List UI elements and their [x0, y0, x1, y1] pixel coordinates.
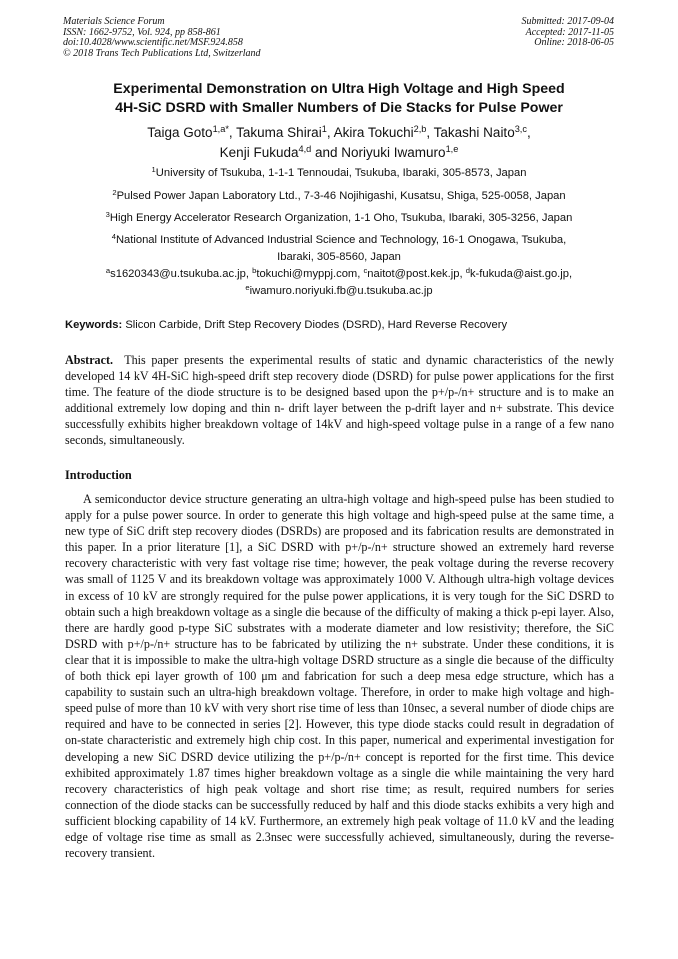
affiliation-4 [60, 232, 618, 266]
email-mark: c [363, 266, 368, 276]
email-mark: a [105, 266, 111, 276]
author-affiliation-mark: 1,e [445, 144, 459, 155]
keywords-text: Slicon Carbide, Drift Step Recovery Diodes (DSRD), Hard Reverse Recovery [125, 319, 508, 331]
author-line-2 [40, 143, 638, 163]
date-submitted: Submitted: 2017-09-04 [521, 16, 614, 27]
affiliation-text: University of Tsukuba, 1-1-1 Tennoudai, Tsukuba, Ibaraki, 305-8573, Japan [155, 167, 527, 179]
email-address[interactable]: iwamuro.noriyuki.fb@u.tsukuba.ac.jp [249, 285, 433, 297]
email-address[interactable]: k-fukuda@aist.go.jp [469, 268, 569, 280]
affiliation-mark: 4 [111, 232, 116, 242]
affiliation-3 [60, 210, 618, 227]
date-accepted: Accepted: 2017-11-05 [525, 26, 614, 38]
journal-copyright: © 2018 Trans Tech Publications Ltd, Switzerland [63, 47, 261, 59]
dates-header [522, 17, 615, 49]
email-mark: b [252, 266, 257, 276]
abstract-label: Abstract. [65, 353, 114, 367]
abstract [65, 352, 614, 449]
abstract-text: This paper presents the experimental results of static and dynamic characteristics of the newly developed 14 kV 4H-SiC high-speed drift step recovery diode (DSRD) for pulse power applications for the first time. The feature of the diode structure is to be designed based upon the p+/p-/n+ structure and is to make an additional extremely low doping and thin n- drift layer between the p-drift layer and n+ substrate. This device successfully exhibits higher breakdown voltage of 14kV and high-speed voltage pulse in a range of a few nano seconds, simultaneously. [65, 353, 614, 448]
email-line-2 [60, 283, 618, 300]
journal-issn: ISSN: 1662-9752, Vol. 924, pp 858-861 [63, 26, 221, 38]
keywords-label: Keywords: [65, 319, 123, 331]
affiliation-text: High Energy Accelerator Research Organization, 1-1 Oho, Tsukuba, Ibaraki, 305-3256, Japan [109, 212, 573, 224]
author-name: Akira Tokuchi [333, 125, 414, 140]
email-address[interactable]: naitot@post.kek.jp [367, 268, 460, 280]
author-affiliation-mark: 1 [321, 124, 327, 135]
author-separator: , [526, 125, 531, 140]
author-affiliation-mark: 1,a* [212, 124, 229, 135]
paper-title-line-2: 4H-SiC DSRD with Smaller Numbers of Die Stacks for Pulse Power [115, 100, 563, 116]
email-separator: , [568, 268, 573, 280]
journal-doi: doi:10.4028/www.scientific.net/MSF.924.858 [63, 37, 243, 49]
introduction-paragraph: A semiconductor device structure generating an ultra-high voltage and high-speed pulse has been studied to apply for a pulse power source. In order to generate this high voltage and high-speed pulse at the same time, a new type of SiC drift step recovery diodes (DSRDs) are proposed and its fabrication results are demonstrated in this paper. In a prior literature [1], a SiC DSRD with p+/p-/n+ structure showed an extremely hard reverse recovery characteristic with very fast voltage rise time; however, the peak voltage during the reverse recovery was small of 1125 V and its breakdown voltage was approximately 1000 V. Although ultra-high voltage devices in excess of 10 kV are strongly required for the pulse power applications, it is very tough for the SiC DSRD to obtain such a high breakdown voltage as a single die because of the difficulty of making a thick p-epi layer. Also, there are hardly good p-type SiC substrates with a moderate diameter and low resistivity; therefore, the SiC DSRD with p+/p-/n+ structure has to be fabricated by utilizing the n+ substrate. Under these conditions, it is clear that it is impossible to make the ultra-high voltage DSRD structure as a single die because of the difficulty of both thick epi layer growth of 100 μm and fabrication for such a deep mesa edge structure, which has a capability to sustain such an ultra-high breakdown voltage. Therefore, in order to make high voltage and high-speed pulse of more than 10 kV with very short rise time of less than 10nsec, a several number of diode chips are required and have to be connected in series [2]. However, this type diode stacks could result in degradation of on-state characteristic and extremely high chip cost. In this paper, numerical and experimental investigation for developing a new SiC DSRD device utilizing the p+/p-/n+ concept is reported for the first time. This device exhibited approximately 1.87 times higher breakdown voltage as a single die while maintaining the very hard recovery characteristics of high peak voltage and short rise time; as result, required numbers for series connection of the diode stacks can be successfully reduced by half and this diode stacks exhibits a very high and sufficient blocking capability of 14 kV. Furthermore, an extremely high peak voltage of 11.0 kV and the leading edge of voltage rise time as small as 2.3nsec were successfully achieved, simultaneously, during the reverse-recovery transient. [65, 492, 614, 861]
email-mark: d [465, 266, 470, 276]
paper-title [40, 80, 638, 118]
author-name: Taiga Goto [147, 125, 213, 140]
author-name: Takuma Shirai [236, 125, 322, 140]
email-separator: , [357, 268, 364, 280]
email-address[interactable]: tokuchi@myppj.com [256, 268, 358, 280]
author-separator: , [426, 125, 434, 140]
introduction-heading: Introduction [65, 468, 132, 482]
keywords [65, 318, 617, 333]
date-online: Online: 2018-06-05 [534, 37, 614, 49]
affiliation-text: Pulsed Power Japan Laboratory Ltd., 7-3-46 Nojihigashi, Kusatsu, Shiga, 525-0058, Japan [116, 190, 566, 202]
affiliation-mark: 2 [112, 188, 117, 198]
email-line-1 [60, 266, 618, 283]
author-separator: , [228, 125, 237, 140]
author-affiliation-mark: 4,d [298, 144, 312, 155]
author-name: Noriyuki Iwamuro [341, 145, 446, 160]
author-affiliation-mark: 2,b [413, 124, 427, 135]
affiliation-mark: 1 [151, 165, 156, 175]
author-separator: and [311, 145, 342, 160]
author-name: Takashi Naito [433, 125, 515, 140]
author-list [40, 123, 638, 163]
email-separator: , [245, 268, 253, 280]
affiliation-text: National Institute of Advanced Industrial Science and Technology, 16-1 Onogawa, Tsukuba, [115, 234, 567, 246]
journal-header [63, 17, 261, 59]
author-separator: , [326, 125, 334, 140]
affiliation-mark: 3 [105, 210, 110, 220]
email-address[interactable]: s1620343@u.tsukuba.ac.jp [110, 268, 246, 280]
author-affiliation-mark: 3,c [514, 124, 527, 135]
affiliation-1 [60, 165, 618, 182]
affiliation-2 [60, 188, 618, 205]
affiliation-4-line-2: Ibaraki, 305-8560, Japan [277, 251, 401, 263]
journal-name: Materials Science Forum [63, 16, 165, 27]
author-name: Kenji Fukuda [219, 145, 299, 160]
email-list [60, 266, 618, 300]
author-line-1 [40, 123, 638, 143]
email-mark: e [245, 283, 250, 293]
paper-title-line-1: Experimental Demonstration on Ultra High Voltage and High Speed [113, 81, 565, 97]
affiliation-4-line-1 [60, 232, 618, 249]
email-separator: , [459, 268, 466, 280]
